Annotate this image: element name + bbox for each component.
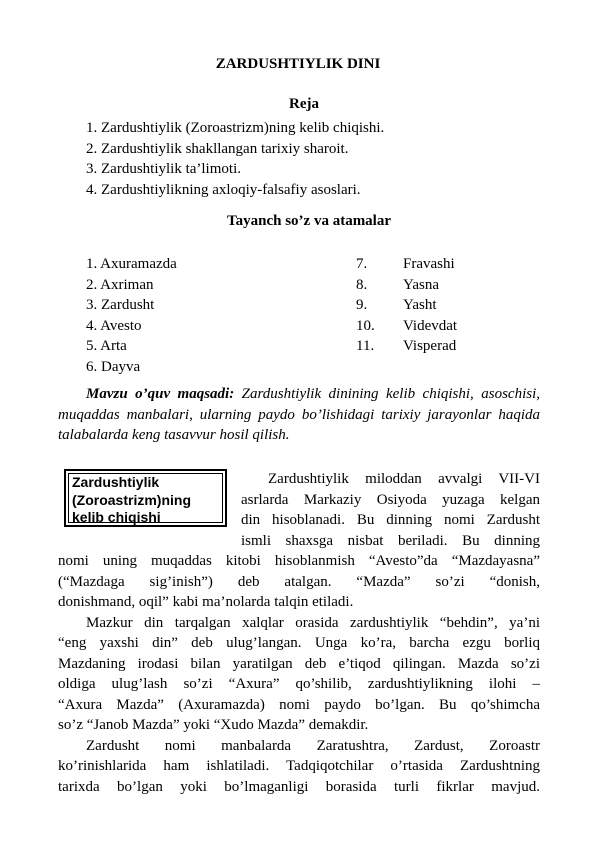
term-number: 11.: [356, 338, 375, 354]
sidebox-line: Zardushtiylik: [72, 474, 160, 490]
section-sidebox: [64, 469, 227, 527]
term-number: 7.: [356, 256, 368, 272]
body-line: “Axura Mazda” (Axuramazda) nomi paydo bo’lgan. Bu qo’shimcha: [58, 696, 540, 713]
term-label: Yasna: [403, 276, 439, 293]
lesson-goal-label: Mavzu o’quv maqsadi:: [86, 386, 235, 402]
term-item: 5. Arta: [86, 338, 127, 354]
term-item: [356, 336, 457, 357]
body-line: so’z “Janob Mazda” yoki “Xudo Mazda” demakdir.: [58, 717, 369, 733]
term-item: 6. Dayva: [86, 358, 141, 375]
term-item: 1. Axuramazda: [86, 256, 177, 272]
term-item: 3. Zardusht: [86, 297, 155, 313]
terms-list-right: [356, 254, 457, 357]
body-line: ismli shaxsga nisbat beriladi. Bu dinning: [241, 532, 540, 549]
lesson-goal: [58, 384, 540, 446]
term-number: 10.: [356, 317, 375, 334]
term-number: 8.: [356, 276, 368, 293]
terms-list-left: [86, 254, 177, 377]
body-line: nomi uning muqaddas kitobi hisoblanmish “Avesto”da “Mazdayasna”: [58, 553, 540, 569]
term-item: [356, 275, 457, 296]
term-label: Yasht: [403, 297, 437, 313]
document-title: ZARDUSHTIYLIK DINI: [215, 56, 381, 72]
term-number: 9.: [356, 297, 368, 313]
body-line: din hisoblanadi. Bu dinning nomi Zardusht: [241, 512, 540, 528]
body-line: Zardusht nomi manbalarda Zaratushtra, Zardust, Zoroastr: [86, 737, 540, 754]
plan-list: [86, 118, 384, 200]
sidebox-line: kelib chiqishi: [72, 509, 161, 525]
body-line: Mazkur din tarqalgan xalqlar orasida zardushtiylik “behdin”, ya’ni: [86, 614, 540, 631]
body-line: oldiga ulug’lash so’zi “Axura” qo’shilib, zardushtiylikning ilohi –: [58, 676, 540, 692]
body-line: (“Mazdaga sig’inish”) deb atalgan. “Mazda” so’zi “donish,: [58, 573, 540, 590]
body-line: asrlarda Markaziy Osiyoda yuzaga kelgan: [241, 491, 540, 508]
body-line: “eng yaxshi din” deb ulug’langan. Unga ko’ra, barcha ezgu borliq: [58, 635, 540, 651]
terms-heading: Tayanch so’z va atamalar: [226, 213, 392, 229]
plan-heading: Reja: [289, 96, 319, 112]
sidebox-line: (Zoroastrizm)ning: [72, 491, 191, 508]
term-label: Videvdat: [403, 317, 458, 334]
term-label: Fravashi: [403, 256, 455, 272]
lesson-goal-text: Zardushtiylik dinining kelib chiqishi, asoschisi, muqaddas manbalari, ularning paydo bo’lishidagi tarixiy jarayonlar haqida talabalarda keng tasavvur hosil qilish.: [58, 386, 540, 443]
term-item: [356, 316, 457, 337]
body-line: ko’rinishlarida ham ishlatiladi. Tadqiqotchilar o’rtasida Zardushtning: [58, 758, 540, 774]
body-line: donishmand, oqil” kabi ma’nolarda talqin etiladi.: [58, 594, 354, 610]
plan-item: 1. Zardushtiylik (Zoroastrizm)ning kelib chiqishi.: [86, 120, 385, 136]
term-label: Visperad: [403, 338, 457, 354]
plan-item: 4. Zardushtiylikning axloqiy-falsafiy asoslari.: [86, 181, 361, 198]
term-item: 4. Avesto: [86, 317, 142, 334]
sidebox-text: [72, 474, 191, 527]
term-item: [356, 254, 457, 275]
body-line: Mazdaning irodasi bilan yaratilgan deb e’tiqod qilingan. Mazda so’zi: [58, 655, 540, 672]
term-item: 2. Axriman: [86, 276, 154, 293]
plan-item: 2. Zardushtiylik shakllangan tarixiy sharoit.: [86, 140, 349, 157]
body-line: Zardushtiylik miloddan avvalgi VII-VI: [268, 471, 540, 487]
term-item: [356, 295, 457, 316]
plan-item: 3. Zardushtiylik ta’limoti.: [86, 161, 241, 177]
body-line: tarixda bo’lgan yoki bo’lmaganligi borasida turli fikrlar mavjud.: [58, 778, 540, 795]
